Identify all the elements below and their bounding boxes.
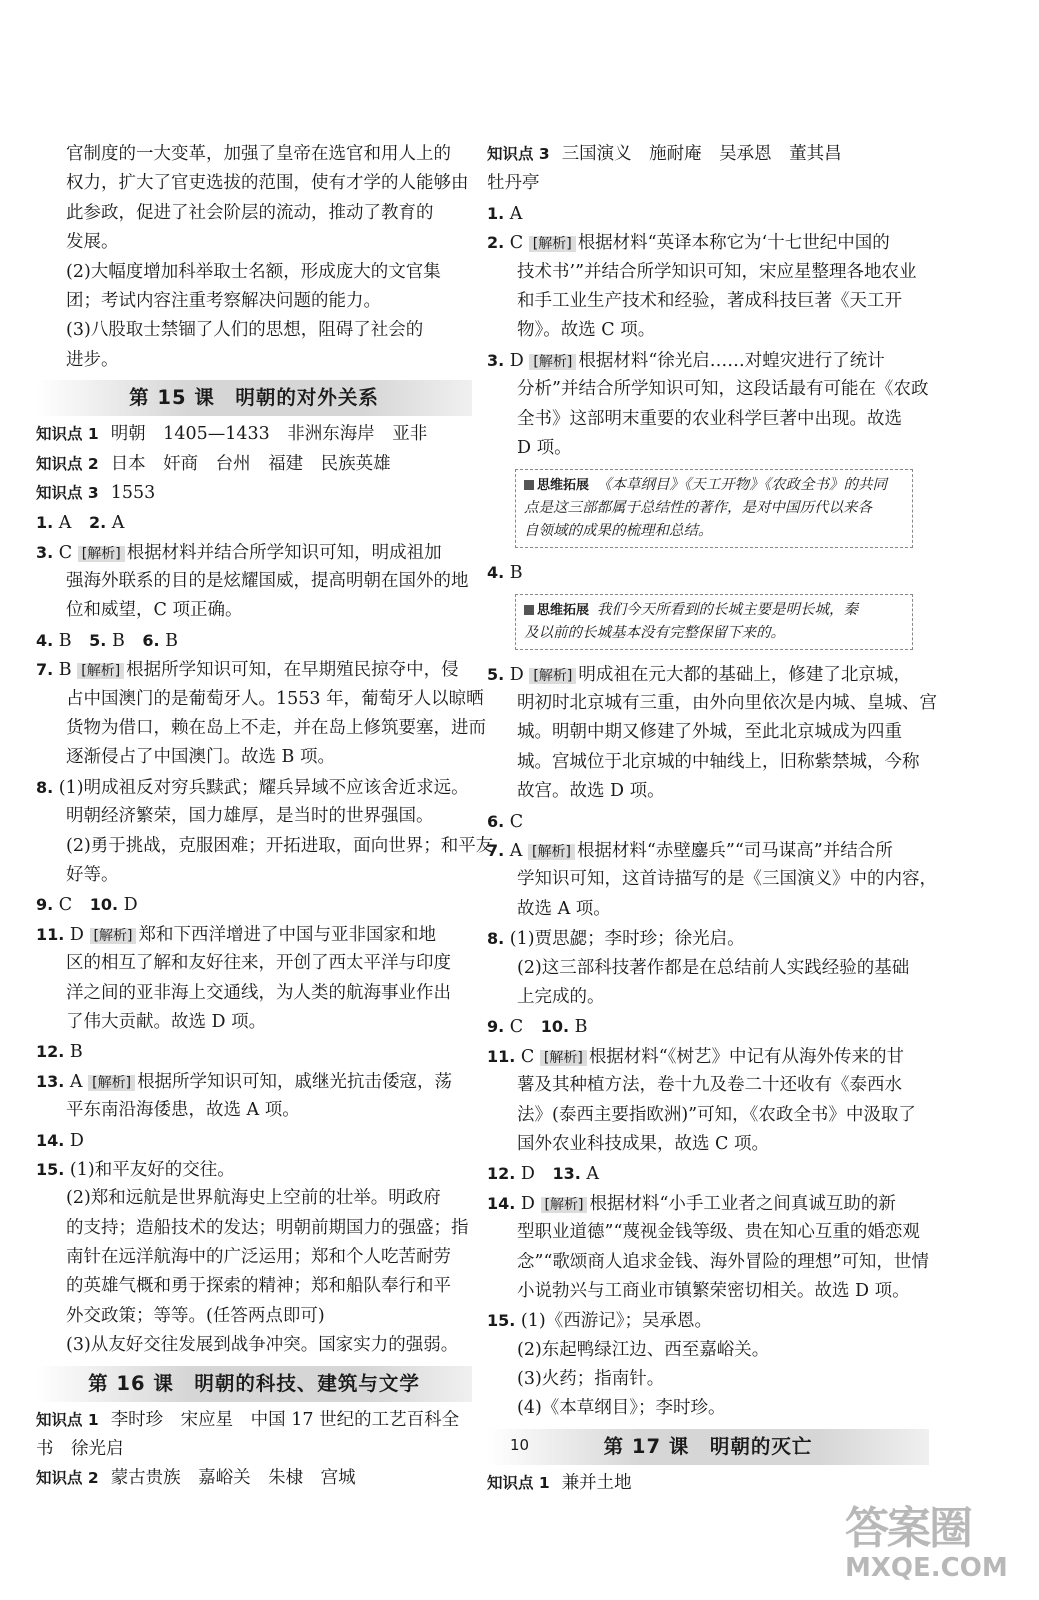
text-line: 此参政，促进了社会阶层的流动，推动了教育的: [66, 202, 434, 223]
text-line: 外交政策；等等。(任答两点即可): [66, 1305, 325, 1326]
answer-text: C: [509, 1017, 541, 1038]
extension-text: 及以前的长城基本没有完整保留下来的。: [524, 624, 785, 641]
answer-line: [36, 920, 472, 949]
text-line: 城。宫城位于北京城的中轴线上，旧称紫禁城，今称: [517, 751, 920, 772]
answer-text: C: [509, 811, 524, 832]
extension-text: 《本草纲目》《天工开物》《农政全书》的共同: [597, 477, 888, 494]
extension-text: 我们今天所看到的长城主要是明长城，秦: [597, 601, 859, 618]
text-line: (2)勇于挑战，克服困难；开拓进取，面向世界；和平友: [66, 835, 494, 856]
answer-text: B: [69, 1042, 83, 1063]
text-line: 念”“歌颂商人追求金钱、海外冒险的理想”可知，世情: [517, 1251, 929, 1272]
text-line: 进步。: [66, 349, 119, 370]
answer-text: B: [58, 660, 78, 681]
answer-line: [36, 1067, 472, 1096]
knowledge-point-label: 知识点 2: [36, 454, 99, 473]
text-line: 的支持；造船技术的发达；明朝前期国力的强盛；指: [66, 1217, 469, 1238]
analysis-text: 根据材料并结合所学知识可知，明成祖加: [126, 542, 442, 563]
analysis-tag: [解析]: [541, 1197, 588, 1213]
answer-line: [36, 890, 472, 919]
text-line: (3)八股取士禁锢了人们的思想，阻碍了社会的: [66, 320, 424, 341]
question-number: 5.: [487, 664, 505, 684]
answer-line: [487, 1159, 929, 1188]
answer-line: [36, 1037, 472, 1066]
text-line: 好等。: [66, 864, 119, 885]
question-number: 7.: [36, 660, 54, 680]
question-number: 11.: [487, 1046, 516, 1066]
left-column: [36, 140, 494, 1494]
thinking-extension-box: [515, 594, 913, 650]
analysis-text: 根据材料“徐光启……对蝗灾进行了统计: [578, 350, 885, 371]
text-line: 学知识可知，这首诗描写的是《三国演义》中的内容，: [517, 869, 937, 890]
knowledge-point-text: 兼并土地: [561, 1472, 632, 1493]
question-number: 10.: [540, 1017, 570, 1037]
analysis-text: 明成祖在元大都的基础上，修建了北京城，: [578, 664, 911, 685]
text-line: 上完成的。: [517, 986, 605, 1007]
text-line: (2)郑和远航是世界航海史上空前的壮举。明政府: [66, 1188, 441, 1209]
answer-text: A: [586, 1164, 600, 1185]
answer-line: [487, 228, 929, 257]
analysis-text: 根据材料“小手工业者之间真诚互助的新: [589, 1193, 896, 1214]
answer-line: [487, 346, 929, 375]
question-number: 12.: [487, 1164, 516, 1184]
answer-text: B: [574, 1017, 588, 1038]
extension-label-text: 思维拓展: [537, 602, 590, 618]
text-line: (2)大幅度增加科举取士名额，形成庞大的文官集: [66, 261, 441, 282]
text-line: 故宫。故选 D 项。: [517, 781, 665, 802]
answer-text: C: [520, 1046, 540, 1067]
text-line: 牡丹亭: [487, 173, 540, 194]
text-line: 占中国澳门的是葡萄牙人。1553 年，葡萄牙人以晾晒: [66, 688, 484, 709]
answer-text: C: [509, 233, 529, 254]
text-line: 货物为借口，赖在岛上不走，并在岛上修筑要塞，进而: [66, 718, 486, 739]
knowledge-point-label: 知识点 3: [36, 483, 99, 502]
analysis-text: 根据材料“英译本称它为‘十七世纪中国的: [577, 233, 890, 254]
text-line: (3)从友好交往发展到战争冲突。国家实力的强弱。: [66, 1335, 459, 1356]
answer-text: D: [69, 1130, 84, 1151]
answer-text: (1)贾思勰；李时珍；徐光启。: [509, 929, 745, 950]
text-line: 区的相互了解和友好往来，开创了西太平洋与印度: [66, 953, 451, 974]
text-line: 物》。故选 C 项。: [517, 320, 656, 341]
lesson-title: 第 15 课 明朝的对外关系: [36, 380, 472, 416]
extension-line: [524, 474, 904, 497]
answer-text: (1)和平友好的交往。: [69, 1159, 235, 1180]
answer-text: D: [69, 924, 90, 945]
watermark-title: 答案圈: [845, 1503, 971, 1554]
answer-line: [487, 836, 929, 865]
extension-line: [524, 520, 904, 543]
extension-line: [524, 497, 904, 520]
text-line: 国外农业科技成果，故选 C 项。: [517, 1133, 770, 1154]
answer-text: D: [520, 1164, 553, 1185]
knowledge-point-text: 蒙古贵族 嘉峪关 朱棣 宫城: [110, 1468, 356, 1489]
text-line: 型职业道德”“蔑视金钱等级、贵在知心互重的婚恋观: [517, 1222, 920, 1243]
answer-line: [487, 199, 929, 228]
extension-line: [524, 622, 904, 645]
answer-line: [487, 1189, 929, 1218]
answer-text: A: [111, 513, 125, 534]
answer-text: C: [58, 542, 78, 563]
answer-text: D: [509, 350, 530, 371]
question-number: 2.: [487, 233, 505, 253]
question-number: 8.: [487, 929, 505, 949]
question-number: 9.: [487, 1017, 505, 1037]
answer-line: [36, 1155, 472, 1184]
question-number: 3.: [487, 350, 505, 370]
question-number: 6.: [142, 630, 160, 650]
analysis-tag: [解析]: [77, 663, 124, 679]
answer-line: [487, 1012, 929, 1041]
analysis-text: 根据所学知识可知，戚继光抗击倭寇，荡: [137, 1071, 453, 1092]
knowledge-point-label: 知识点 1: [36, 1410, 99, 1429]
text-line: (4)《本草纲目》；李时珍。: [517, 1398, 726, 1419]
question-number: 12.: [36, 1042, 65, 1062]
question-number: 7.: [487, 841, 505, 861]
answer-line: [487, 924, 929, 953]
text-line: 薯及其种植方法，卷十九及卷二十还收有《泰西水: [517, 1075, 902, 1096]
question-number: 1.: [487, 203, 505, 223]
analysis-tag: [解析]: [529, 236, 576, 252]
text-line: 洋之间的亚非海上交通线，为人类的航海事业作出: [66, 982, 451, 1003]
answer-text: B: [509, 563, 523, 584]
text-line: 书 徐光启: [36, 1439, 124, 1460]
knowledge-point-text: 日本 奸商 台州 福建 民族英雄: [110, 453, 391, 474]
watermark-url: MXQE.COM: [845, 1553, 1008, 1583]
question-number: 15.: [36, 1159, 65, 1179]
extension-label: [524, 478, 589, 493]
answer-text: A: [69, 1071, 89, 1092]
answer-line: [36, 508, 472, 537]
answer-line: [487, 1042, 929, 1071]
text-line: 城。明朝中期又修建了外城，至此北京城成为四重: [517, 722, 902, 743]
answer-text: D: [123, 895, 138, 916]
question-number: 4.: [36, 630, 54, 650]
text-line: 权力，扩大了官吏选拔的范围，使有才学的人能够由: [66, 173, 469, 194]
answer-line: [36, 1126, 472, 1155]
answer-text: A: [509, 841, 528, 862]
text-line: 全书》这部明末重要的农业科学巨著中出现。故选: [517, 408, 902, 429]
extension-label-text: 思维拓展: [537, 478, 590, 494]
knowledge-point-line: [36, 1406, 472, 1435]
thinking-extension-box: [515, 469, 913, 548]
text-line: (2)这三部科技著作都是在总结前人实践经验的基础: [517, 957, 910, 978]
question-number: 14.: [487, 1193, 516, 1213]
text-line: 逐渐侵占了中国澳门。故选 B 项。: [66, 747, 335, 768]
analysis-tag: [解析]: [528, 844, 575, 860]
answer-line: [36, 773, 472, 802]
answer-line: [487, 1306, 929, 1335]
analysis-text: 根据材料“《树艺》中记有从海外传来的甘: [588, 1046, 905, 1067]
analysis-tag: [解析]: [78, 546, 125, 562]
lesson-title: 第 16 课 明朝的科技、建筑与文学: [36, 1366, 472, 1402]
knowledge-point-label: 知识点 1: [36, 425, 99, 444]
extension-text: 自领域的成果的梳理和总结。: [524, 523, 713, 540]
answer-text: A: [58, 513, 89, 534]
answer-text: D: [520, 1193, 541, 1214]
knowledge-point-line: [36, 1464, 472, 1493]
knowledge-point-text: 三国演义 施耐庵 吴承恩 董其昌: [561, 144, 842, 164]
extension-text: 点是这三部都属于总结性的著作，是对中国历代以来各: [524, 500, 872, 517]
question-number: 11.: [36, 924, 65, 944]
watermark-logo: [845, 1505, 1030, 1595]
question-number: 2.: [88, 513, 107, 533]
knowledge-point-line: [36, 479, 472, 508]
text-line: 官制度的一大变革，加强了皇帝在选官和用人上的: [66, 144, 451, 164]
text-line: 明初时北京城有三重，由外向里依次是内城、皇城、宫: [517, 693, 937, 714]
text-line: 南针在远洋航海中的广泛运用；郑和个人吃苦耐劳: [66, 1247, 451, 1268]
analysis-tag: [解析]: [88, 1075, 135, 1091]
knowledge-point-label: 知识点 3: [487, 145, 550, 163]
text-line: 分析”并结合所学知识可知，这段话最有可能在《农政: [517, 379, 929, 400]
knowledge-point-text: 李时珍 宋应星 中国 17 世纪的工艺百科全: [110, 1409, 460, 1430]
text-line: 技术书’”并结合所学知识可知，宋应星整理各地农业: [517, 261, 917, 282]
page-number: 10: [509, 1436, 530, 1454]
answer-text: B: [111, 630, 143, 651]
answer-text: B: [165, 630, 179, 651]
question-number: 13.: [552, 1164, 581, 1184]
answer-text: (1)明成祖反对穷兵黩武；耀兵异域不应该舍近求远。: [58, 777, 469, 798]
text-line: 故选 A 项。: [517, 898, 611, 919]
question-number: 10.: [89, 895, 119, 915]
analysis-text: 郑和下西洋增进了中国与亚非国家和地: [138, 924, 436, 945]
question-number: 1.: [36, 513, 54, 533]
square-icon: [524, 480, 534, 490]
answer-line: [36, 655, 472, 684]
knowledge-point-line: [487, 1469, 929, 1498]
knowledge-point-label: 知识点 1: [487, 1473, 550, 1492]
text-line: (2)东起鸭绿江边、西至嘉峪关。: [517, 1339, 770, 1360]
text-line: 法》(泰西主要指欧洲)”可知，《农政全书》中汲取了: [517, 1104, 916, 1125]
text-line: 的英雄气概和勇于探索的精神；郑和船队奉行和平: [66, 1276, 451, 1297]
text-line: 了伟大贡献。故选 D 项。: [66, 1011, 267, 1032]
text-line: 和手工业生产技术和经验，著成科技巨著《天工开: [517, 290, 902, 311]
answer-line: [487, 558, 929, 587]
question-number: 3.: [36, 542, 54, 562]
question-number: 5.: [89, 630, 107, 650]
right-column: [487, 140, 937, 1498]
analysis-text: 根据材料“赤壁鏖兵”“司马谋高”并结合所: [576, 841, 893, 862]
text-line: 位和威望，C 项正确。: [66, 600, 243, 621]
answer-text: A: [509, 203, 523, 224]
knowledge-point-line: [36, 450, 472, 479]
question-number: 4.: [487, 563, 505, 583]
text-line: 小说勃兴与工商业市镇繁荣密切相关。故选 D 项。: [517, 1280, 910, 1301]
text-line: 发展。: [66, 232, 119, 253]
analysis-tag: [解析]: [540, 1050, 587, 1066]
knowledge-point-line: [487, 140, 929, 169]
analysis-tag: [解析]: [529, 354, 576, 370]
square-icon: [524, 605, 534, 615]
answer-text: B: [58, 630, 90, 651]
question-number: 14.: [36, 1130, 65, 1150]
text-line: 强海外联系的目的是炫耀国威，提高明朝在国外的地: [66, 571, 469, 592]
text-line: 明朝经济繁荣，国力雄厚，是当时的世界强国。: [66, 806, 434, 827]
lesson-title: 第 17 课 明朝的灭亡: [487, 1429, 929, 1465]
question-number: 15.: [487, 1311, 516, 1331]
question-number: 6.: [487, 811, 505, 831]
answer-text: D: [509, 664, 530, 685]
question-number: 8.: [36, 777, 54, 797]
answer-line: [487, 660, 929, 689]
knowledge-point-label: 知识点 2: [36, 1469, 99, 1488]
analysis-text: 根据所学知识可知，在早期殖民掠夺中，侵: [126, 660, 459, 681]
analysis-tag: [解析]: [90, 928, 137, 944]
answer-line: [487, 807, 929, 836]
text-line: D 项。: [517, 437, 572, 458]
extension-label: [524, 603, 589, 618]
analysis-tag: [解析]: [529, 668, 576, 684]
text-line: 团；考试内容注重考察解决问题的能力。: [66, 290, 381, 311]
text-line: (3)火药；指南针。: [517, 1369, 665, 1390]
answer-line: [36, 626, 472, 655]
answer-text: (1)《西游记》；吴承恩。: [520, 1311, 712, 1332]
text-line: 平东南沿海倭患，故选 A 项。: [66, 1100, 300, 1121]
question-number: 13.: [36, 1071, 65, 1091]
knowledge-point-line: [36, 420, 472, 449]
answer-text: C: [58, 895, 90, 916]
question-number: 9.: [36, 895, 54, 915]
answer-line: [36, 538, 472, 567]
knowledge-point-text: 1553: [110, 482, 156, 503]
extension-line: [524, 599, 904, 622]
knowledge-point-text: 明朝 1405—1433 非洲东海岸 亚非: [110, 424, 428, 445]
